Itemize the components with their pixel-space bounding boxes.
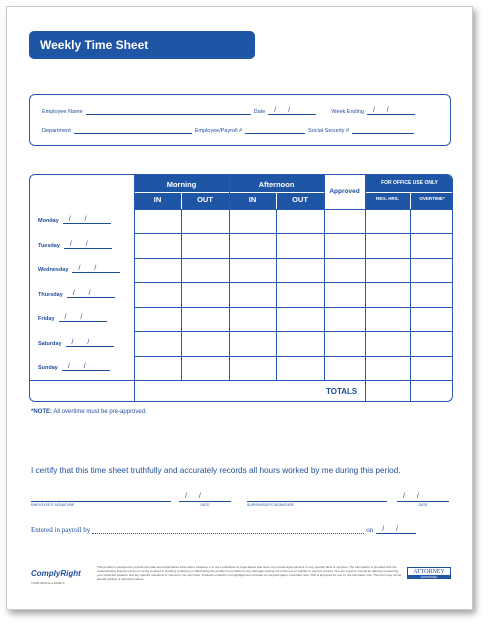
day-label: Saturday bbox=[38, 341, 62, 347]
supervisor-signature-line[interactable]: SUPERVISOR'S SIGNATURE bbox=[247, 501, 387, 507]
note-text: All overtime must be pre-approved. bbox=[53, 409, 147, 415]
department-field[interactable] bbox=[74, 128, 192, 134]
day-date-field[interactable]: / / bbox=[67, 292, 115, 298]
day-label: Tuesday bbox=[38, 243, 60, 249]
day-date-field[interactable]: / / bbox=[66, 341, 114, 347]
afternoon-in-header: IN bbox=[248, 195, 257, 204]
day-date-field[interactable]: / / bbox=[64, 243, 112, 249]
employee-payroll-label: Employee/Payroll # bbox=[194, 128, 243, 134]
social-security-label: Social Security # bbox=[308, 128, 350, 134]
week-ending-field[interactable]: / / bbox=[367, 108, 415, 115]
day-row-friday bbox=[38, 316, 107, 322]
day-row-monday bbox=[38, 218, 111, 224]
morning-in-header: IN bbox=[153, 195, 162, 204]
entered-date-field[interactable]: / / bbox=[376, 527, 416, 534]
certification-statement: I certify that this time sheet truthfully and accurately records all hours worked by me during this period. bbox=[31, 466, 401, 475]
legal-fine-print: This product is designed to provide accurate and authoritative information. However, it is not a substitute for legal advice and does not provide legal opinions on any specific facts or services. The information is provided with the understanding that any person or entity involved in creating, producing or distributing this product is not liable for any damages arising out of the use or inability to use this product. You are urged to consult an attorney concerning your particular situation and any specific questions or concerns you may have. Products printed by ComplyRight are provided on recycled paper. Important note: This is approved for use by the purchaser only. This form may not be shared publicly or with third parties. bbox=[97, 565, 402, 581]
day-row-saturday bbox=[38, 341, 114, 347]
col-line-3 bbox=[229, 175, 230, 380]
day-date-field[interactable]: / / bbox=[62, 365, 110, 371]
day-date-field[interactable]: / / bbox=[72, 267, 120, 273]
hours-table bbox=[29, 174, 453, 402]
day-label: Friday bbox=[38, 316, 55, 322]
col-line-4 bbox=[276, 209, 277, 380]
totals-label: TOTALS bbox=[326, 387, 358, 396]
day-label: Thursday bbox=[38, 292, 63, 298]
morning-header-split bbox=[181, 193, 182, 209]
attorney-approved-badge: ATTORNEY bbox=[407, 567, 451, 579]
day-label: Wednesday bbox=[38, 267, 69, 273]
supervisor-signature-date-slashes[interactable]: / / bbox=[403, 493, 424, 500]
day-label: Sunday bbox=[38, 365, 58, 371]
day-date-field[interactable]: / / bbox=[63, 218, 111, 224]
row-line-3 bbox=[134, 282, 453, 283]
social-security-field[interactable] bbox=[352, 128, 414, 134]
row-line-1 bbox=[134, 233, 453, 234]
afternoon-out-header: OUT bbox=[292, 195, 308, 204]
row-line-4 bbox=[134, 307, 453, 308]
reg-hrs-header: REG. HRS. bbox=[375, 196, 399, 201]
complyright-logo: ComplyRight bbox=[31, 569, 81, 578]
time-sheet-page bbox=[6, 6, 473, 610]
entered-label: Entered in payroll by bbox=[31, 526, 91, 534]
employee-signature-line[interactable]: EMPLOYEE'S SIGNATURE bbox=[31, 501, 171, 507]
overtime-header: OVERTIME* bbox=[419, 196, 445, 201]
morning-out-header: OUT bbox=[197, 195, 213, 204]
employee-name-label: Employee Name bbox=[42, 109, 83, 115]
col-line-5 bbox=[324, 175, 325, 380]
date-field[interactable]: / / bbox=[268, 108, 316, 115]
row-line-2 bbox=[134, 258, 453, 259]
day-label: Monday bbox=[38, 218, 59, 224]
day-row-thursday bbox=[38, 292, 115, 298]
page-title: Weekly Time Sheet bbox=[29, 31, 255, 59]
date-label: Date bbox=[253, 109, 266, 115]
day-row-wednesday bbox=[38, 267, 120, 273]
col-line-2 bbox=[181, 209, 182, 380]
day-row-tuesday bbox=[38, 243, 112, 249]
overtime-note bbox=[31, 409, 147, 415]
item-number: ©2011 EDS Item #A0972 bbox=[31, 581, 65, 585]
supervisor-date-line[interactable]: DATE bbox=[397, 501, 449, 507]
row-line-7 bbox=[30, 380, 453, 381]
row-line-5 bbox=[134, 331, 453, 332]
employee-name-field[interactable] bbox=[86, 109, 251, 115]
row-line-0 bbox=[134, 209, 453, 210]
day-date-field[interactable]: / / bbox=[59, 316, 107, 322]
day-row-sunday bbox=[38, 365, 110, 371]
row-line-6 bbox=[134, 356, 453, 357]
afternoon-header: Afternoon bbox=[258, 180, 295, 189]
info-row-1 bbox=[42, 108, 442, 115]
employee-signature-date-slashes[interactable]: / / bbox=[185, 493, 206, 500]
office-header-divider bbox=[365, 192, 453, 193]
col-line-7 bbox=[410, 209, 411, 402]
entered-on-label: on bbox=[366, 526, 374, 534]
employee-date-line[interactable]: DATE bbox=[179, 501, 231, 507]
employee-payroll-field[interactable] bbox=[245, 128, 305, 134]
office-use-header: FOR OFFICE USE ONLY bbox=[381, 180, 438, 186]
approved-header: Approved bbox=[329, 188, 360, 195]
note-label: *NOTE: bbox=[31, 409, 52, 415]
payroll-entry-row bbox=[31, 526, 449, 534]
attorney-approved-subtext: APPROVED bbox=[407, 575, 451, 579]
morning-header: Morning bbox=[166, 180, 197, 189]
info-row-2 bbox=[42, 128, 442, 134]
afternoon-header-split bbox=[276, 193, 277, 209]
week-ending-label: Week Ending bbox=[331, 109, 364, 115]
office-header-split bbox=[410, 193, 411, 209]
entered-by-field[interactable] bbox=[92, 528, 364, 534]
department-label: Department bbox=[42, 128, 71, 134]
employee-info-box bbox=[29, 94, 451, 146]
